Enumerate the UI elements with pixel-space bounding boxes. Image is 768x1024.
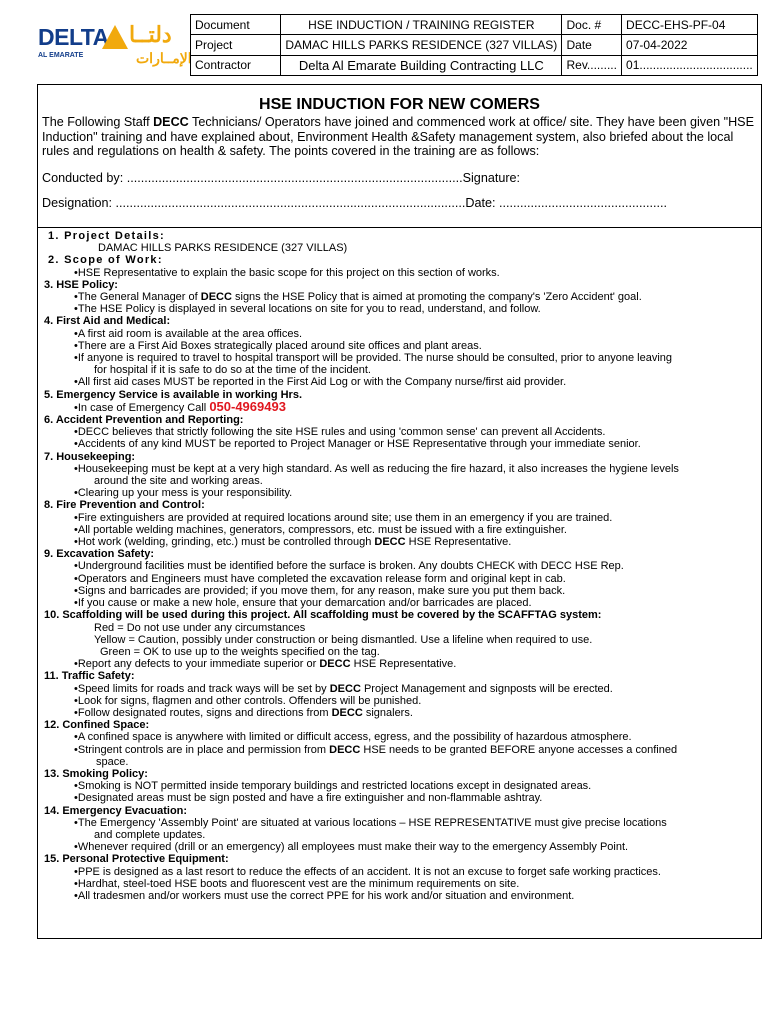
designation-field[interactable]: Designation: ....................................................................................................Date: ................................................ [42, 196, 667, 210]
section-heading: 11. Traffic Safety: [44, 670, 135, 683]
project-value: DAMAC HILLS PARKS RESIDENCE (327 VILLAS) [281, 35, 562, 55]
list-item [44, 744, 756, 756]
section-heading: 3. HSE Policy: [44, 278, 118, 291]
training-points [44, 230, 756, 902]
scafftag-yellow: Yellow = Caution, possibly under construction or being dismantled. Use a lifeline when required to use. [94, 633, 593, 646]
logo-subtext-en: AL EMARATE [38, 52, 84, 59]
section-heading: 9. Excavation Safety: [44, 548, 155, 561]
header-table [190, 14, 758, 76]
project-details-text: DAMAC HILLS PARKS RESIDENCE (327 VILLAS) [98, 242, 348, 255]
rev-value: 01.................................. [622, 55, 758, 75]
document-header [36, 14, 758, 76]
conducted-by-field[interactable]: Conducted by: ................................................................................................Signature: [42, 171, 521, 185]
list-item: •There are a First Aid Boxes strategically placed around site offices and plant areas. [74, 339, 482, 352]
section-heading: 15. Personal Protective Equipment: [44, 853, 229, 866]
list-item [44, 291, 756, 303]
list-item: •Whenever required (drill or an emergency) all employees must make their way to the emergency Assembly Point. [74, 841, 629, 854]
item-text: Project Management and signposts will be erected. [360, 682, 613, 695]
list-item: •The Emergency 'Assembly Point' are situated at various locations – HSE REPRESENTATIVE must give precise locations [74, 816, 667, 829]
item-text: •Report any defects to your immediate superior or [74, 658, 320, 671]
list-item: •DECC believes that strictly following the site HSE rules and using 'common sense' can prevent all Accidents. [74, 426, 606, 439]
item-text: •Stringent controls are in place and permission from [74, 743, 330, 756]
section-heading: 14. Emergency Evacuation: [44, 804, 188, 817]
list-item-continued: around the site and working areas. [94, 475, 263, 488]
list-item [44, 707, 756, 719]
contractor-label: Contractor [191, 55, 281, 75]
section-heading: 6. Accident Prevention and Reporting: [44, 414, 244, 427]
scafftag-green: Green = OK to use up to the weights specified on the tag. [100, 645, 380, 658]
intro-section [38, 85, 761, 228]
list-item: •If you cause or make a new hole, ensure that your demarcation and/or barricades are placed. [74, 597, 532, 610]
induction-form [37, 84, 762, 939]
list-item: •Housekeeping must be kept at a very high standard. As well as reducing the fire hazard, it also increases the hygiene levels [74, 462, 679, 475]
emergency-phone[interactable]: 050-4969493 [209, 398, 286, 414]
list-item: •Look for signs, flagmen and other controls. Offenders will be punished. [74, 694, 422, 707]
list-item [44, 683, 756, 695]
list-item: •A first aid room is available at the area offices. [74, 327, 303, 340]
intro-text-1: The Following Staff [42, 115, 154, 129]
scafftag-red: Red = Do not use under any circumstances [94, 621, 306, 634]
list-item: •PPE is designed as a last resort to reduce the effects of an accident. It is not an excuse to forget safe working practices. [74, 865, 661, 878]
project-label: Project [191, 35, 281, 55]
logo-subtext-ar: الإمــارات [136, 50, 192, 66]
list-item-continued: for hospital if it is safe to do so at the time of the incident. [94, 364, 371, 377]
docno-value: DECC-EHS-PF-04 [622, 15, 758, 35]
item-company: DECC [329, 682, 361, 695]
list-item-continued: and complete updates. [94, 828, 206, 841]
date-label: Date [562, 35, 622, 55]
section-heading: 13. Smoking Policy: [44, 767, 148, 780]
section-heading: 10. Scaffolding will be used during this project. All scaffolding must be covered by the SCAFFTAG system: [44, 609, 602, 622]
list-item: •Signs and barricades are provided; if you move them, for any reason, make sure you put them back. [74, 584, 566, 597]
list-item: •Designated areas must be sign posted and have a fire extinguisher and non-flammable ashtray. [74, 792, 543, 805]
list-item [44, 398, 756, 414]
item-company: DECC [374, 536, 406, 549]
logo-triangle-icon [102, 25, 128, 49]
list-item: •Fire extinguishers are provided at required locations around site; use them in an emergency if you are trained. [74, 511, 613, 524]
list-item: •If anyone is required to travel to hospital transport will be provided. The nurse should be consulted, prior to anyone leaving [74, 352, 673, 365]
intro-paragraph [42, 115, 754, 159]
item-text: signs the HSE Policy that is aimed at promoting the company's 'Zero Accident' goal. [231, 291, 642, 304]
list-item: •Hardhat, steel-toed HSE boots and fluorescent vest are the minimum requirements on site. [74, 877, 520, 890]
section-heading: 8. Fire Prevention and Control: [44, 499, 205, 512]
list-item: •Smoking is NOT permitted inside temporary buildings and restricted locations except in designated areas. [74, 780, 592, 793]
item-text: HSE Representative. [350, 658, 457, 671]
item-text: •In case of Emergency Call [74, 401, 210, 414]
list-item: •HSE Representative to explain the basic scope for this project on this section of works. [74, 266, 500, 279]
list-item: •Accidents of any kind MUST be reported to Project Manager or HSE Representative through your immediate senior. [74, 438, 641, 451]
item-text: HSE needs to be granted BEFORE anyone accesses a confined [360, 743, 678, 756]
item-text: •Hot work (welding, grinding, etc.) must be controlled through [74, 536, 375, 549]
list-item: •Operators and Engineers must have completed the excavation release form and original kept in cab. [74, 572, 566, 585]
list-item: •A confined space is anywhere with limited or difficult access, egress, and the possibility of hazardous atmosphere. [74, 731, 632, 744]
section-heading: 12. Confined Space: [44, 719, 150, 732]
list-item [44, 536, 756, 548]
item-text: •Follow designated routes, signs and directions from [74, 706, 332, 719]
list-item: •Clearing up your mess is your responsibility. [74, 487, 293, 500]
section-heading: 1. Project Details: [48, 230, 166, 242]
logo-text-en: DELTA [38, 24, 109, 50]
rev-label: Rev......... [562, 55, 622, 75]
contractor-value: Delta Al Emarate Building Contracting LLC [281, 55, 562, 75]
item-text: signalers. [362, 706, 413, 719]
section-heading: 5. Emergency Service is available in working Hrs. [44, 388, 303, 401]
list-item: •All tradesmen and/or workers must use the correct PPE for his work and/or situation and environment. [74, 889, 575, 902]
item-company: DECC [331, 706, 363, 719]
item-company: DECC [200, 291, 232, 304]
item-company: DECC [319, 658, 351, 671]
list-item [44, 658, 756, 670]
date-value: 07-04-2022 [622, 35, 758, 55]
docno-label: Doc. # [562, 15, 622, 35]
company-logo [36, 14, 192, 76]
list-item: •The HSE Policy is displayed in several locations on site for you to read, understand, and follow. [74, 303, 541, 316]
item-text: HSE Representative. [405, 536, 512, 549]
item-company: DECC [329, 743, 361, 756]
section-heading: 2. Scope of Work: [48, 254, 163, 267]
intro-text-2: Technicians/ Operators have joined and commenced work at office/ site. They have been given "HSE Induction" training and have explained about, Environment Health &Safety management system, also briefed about the local rules and regulations on health & safety. The points covered in the training are as follows: [42, 115, 754, 158]
list-item-continued: space. [96, 755, 129, 768]
doc-label: Document [191, 15, 281, 35]
section-heading: 7. Housekeeping: [44, 450, 136, 463]
doc-value: HSE INDUCTION / TRAINING REGISTER [281, 15, 562, 35]
item-text: •The General Manager of [74, 291, 201, 304]
item-text: •Speed limits for roads and track ways will be set by [74, 682, 330, 695]
list-item: •All first aid cases MUST be reported in the First Aid Log or with the Company nurse/first aid provider. [74, 376, 567, 389]
intro-company: DECC [153, 115, 189, 129]
list-item: •Underground facilities must be identified before the surface is broken. Any doubts CHECK with DECC HSE Rep. [74, 560, 624, 573]
logo-text-ar: دلتــا [129, 22, 172, 47]
section-heading: 4. First Aid and Medical: [44, 315, 171, 328]
page-title: HSE INDUCTION FOR NEW COMERS [259, 96, 540, 113]
list-item: •All portable welding machines, generators, compressors, etc. must be issued with a fire extinguisher. [74, 523, 567, 536]
